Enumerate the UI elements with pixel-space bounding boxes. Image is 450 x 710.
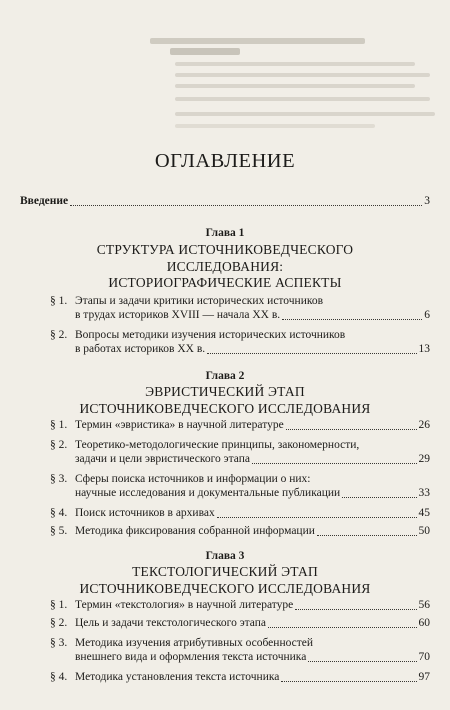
dot-leader xyxy=(308,661,416,662)
toc-entry-ch1-s2[interactable] xyxy=(50,342,430,357)
dot-leader xyxy=(286,429,417,430)
toc-entry-ch3-s4[interactable] xyxy=(50,670,430,685)
toc-entry-ch2-s1[interactable] xyxy=(50,418,430,433)
toc-entry-ch3-s3[interactable] xyxy=(50,650,430,665)
section-number: § 4. xyxy=(50,507,68,519)
section-title: Этапы и задачи критики исторических источников xyxy=(75,295,324,307)
section-title: внешнего вида и оформления текста источника xyxy=(75,651,307,663)
section-number: § 3. xyxy=(50,473,68,485)
dot-leader xyxy=(252,463,417,464)
chapter-title-line: ИСТОЧНИКОВЕДЧЕСКОГО ИССЛЕДОВАНИЯ xyxy=(79,400,371,416)
toc-entry-label: Введение xyxy=(20,195,69,207)
toc-entry-introduction[interactable] xyxy=(20,194,430,209)
dot-leader xyxy=(217,517,417,518)
toc-entry-ch2-s4[interactable] xyxy=(50,506,430,521)
dot-leader xyxy=(342,497,416,498)
chapter-title-line: СТРУКТУРА ИСТОЧНИКОВЕДЧЕСКОГО xyxy=(96,242,354,257)
dot-leader xyxy=(207,353,416,354)
dot-leader xyxy=(282,319,422,320)
toc-entry-ch1-s1[interactable] xyxy=(50,308,430,323)
toc-page-number: 3 xyxy=(424,195,430,207)
section-title: Методика изучения атрибутивных особенностей xyxy=(75,637,314,649)
dot-leader xyxy=(317,535,417,536)
toc-entry-ch2-s2-line1[interactable] xyxy=(50,438,359,453)
section-number: § 2. xyxy=(50,329,68,341)
section-title: Сферы поиска источников и информации о них: xyxy=(75,473,311,485)
toc-page-number: 6 xyxy=(424,309,430,321)
toc-entry-ch1-s1-line1[interactable] xyxy=(50,294,323,309)
toc-page-number: 26 xyxy=(418,419,430,431)
section-number: § 2. xyxy=(50,617,68,629)
section-number: § 2. xyxy=(50,439,68,451)
toc-page-number: 97 xyxy=(418,671,430,683)
toc-page-number: 50 xyxy=(418,525,430,537)
section-number: § 1. xyxy=(50,295,68,307)
section-title: в работах историков XX в. xyxy=(75,343,206,355)
toc-page-number: 29 xyxy=(418,453,430,465)
toc-entry-ch3-s1[interactable] xyxy=(50,598,430,613)
section-title: Методика установления текста источника xyxy=(75,671,280,683)
toc-entry-ch2-s2[interactable] xyxy=(50,452,430,467)
section-title: Методика фиксирования собранной информации xyxy=(75,525,315,537)
section-number: § 1. xyxy=(50,599,68,611)
chapter-title-line: ИСТОРИОГРАФИЧЕСКИЕ АСПЕКТЫ xyxy=(108,275,342,290)
chapter-title-line: ИСТОЧНИКОВЕДЧЕСКОГО ИССЛЕДОВАНИЯ xyxy=(79,580,371,596)
toc-page-number: 56 xyxy=(418,599,430,611)
section-title: задачи и цели эвристического этапа xyxy=(75,453,250,465)
toc-entry-ch3-s3-line1[interactable] xyxy=(50,636,313,651)
toc-entry-ch1-s2-line1[interactable] xyxy=(50,328,345,343)
page-title: ОГЛАВЛЕНИЕ xyxy=(154,150,296,172)
chapter-2-heading: Глава 2 xyxy=(205,370,245,382)
section-title: в трудах историков XVIII — начала XX в. xyxy=(75,309,281,321)
dot-leader xyxy=(70,205,422,206)
toc-entry-ch3-s2[interactable] xyxy=(50,616,430,631)
section-number: § 5. xyxy=(50,525,68,537)
toc-page-number: 70 xyxy=(418,651,430,663)
toc-entry-ch2-s5[interactable] xyxy=(50,524,430,539)
chapter-title-line: ТЕКСТОЛОГИЧЕСКИЙ ЭТАП xyxy=(132,564,318,579)
section-title: Термин «эвристика» в научной литературе xyxy=(75,419,284,431)
toc-page-number: 60 xyxy=(418,617,430,629)
section-title: Теоретико-методологические принципы, закономерности, xyxy=(75,439,360,451)
section-number: § 1. xyxy=(50,419,68,431)
toc-entry-ch2-s3[interactable] xyxy=(50,486,430,501)
section-title: Термин «текстология» в научной литературе xyxy=(75,599,294,611)
section-title: Цель и задачи текстологического этапа xyxy=(75,617,267,629)
toc-page-number: 13 xyxy=(418,343,430,355)
dot-leader xyxy=(268,627,416,628)
toc-page-number: 45 xyxy=(418,507,430,519)
section-number: § 3. xyxy=(50,637,68,649)
chapter-2-title xyxy=(0,384,450,417)
chapter-3-title xyxy=(0,564,450,597)
chapter-title-line: ЭВРИСТИЧЕСКИЙ ЭТАП xyxy=(145,384,305,399)
section-title: Вопросы методики изучения исторических источников xyxy=(75,329,346,341)
bleed-through-area xyxy=(0,0,450,130)
toc-page-number: 33 xyxy=(418,487,430,499)
chapter-title-line: ИССЛЕДОВАНИЯ: xyxy=(166,258,284,274)
chapter-1-heading: Глава 1 xyxy=(205,227,245,239)
chapter-3-heading: Глава 3 xyxy=(205,550,245,562)
section-number: § 4. xyxy=(50,671,68,683)
dot-leader xyxy=(281,681,416,682)
section-title: Поиск источников в архивах xyxy=(75,507,215,519)
toc-entry-ch2-s3-line1[interactable] xyxy=(50,472,311,487)
chapter-1-title xyxy=(0,242,450,292)
dot-leader xyxy=(295,609,416,610)
section-title: научные исследования и документальные публикации xyxy=(75,487,341,499)
